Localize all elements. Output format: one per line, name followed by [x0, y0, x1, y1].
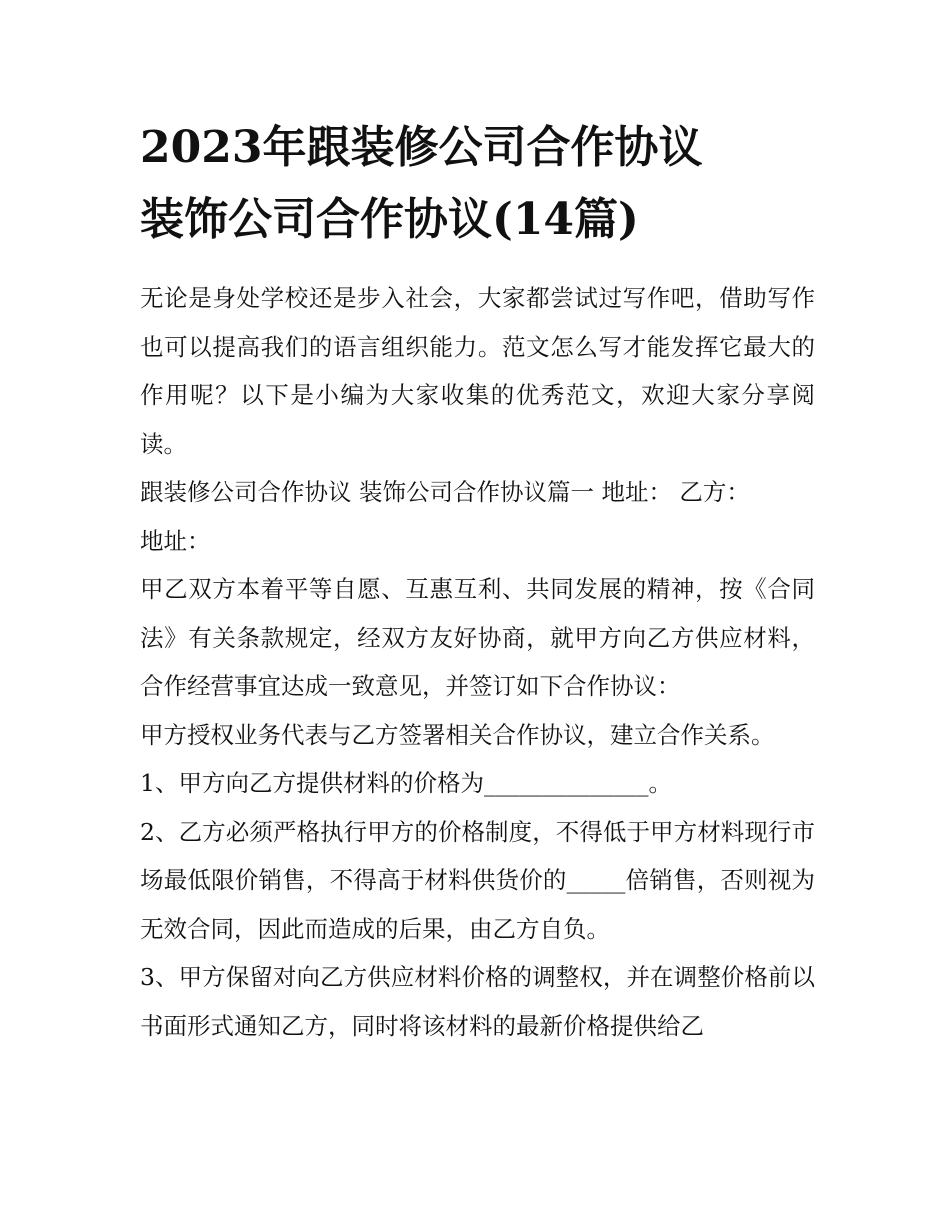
title-line-2: 装饰公司合作协议(14篇) — [140, 194, 639, 245]
intro-paragraph: 无论是身处学校还是步入社会，大家都尝试过写作吧，借助写作也可以提高我们的语言组织能力。范文怎么写才能发挥它最大的作用呢？以下是小编为大家收集的优秀范文，欢迎大家分享阅读。 — [140, 284, 815, 458]
clause-3-price-adjustment: 3、甲方保留对向乙方供应材料价格的调整权，并在调整价格前以书面形式通知乙方，同时将该材料的最新价格提供给乙 — [140, 963, 815, 1040]
title-line-1: 2023年跟装修公司合作协议 — [140, 122, 703, 173]
agreement-preamble: 甲乙双方本着平等自愿、互惠互利、共同发展的精神，按《合同法》有关条款规定，经双方友好协商，就甲方向乙方供应材料，合作经营事宜达成一致意见，并签订如下合作协议： — [140, 575, 815, 700]
address-line: 地址： — [140, 526, 211, 555]
authorization-clause: 甲方授权业务代表与乙方签署相关合作协议，建立合作关系。 — [140, 720, 775, 749]
section-heading-party-b: 跟装修公司合作协议 装饰公司合作协议篇一 地址： 乙方： — [140, 478, 750, 506]
document-title — [140, 112, 815, 256]
document-body — [140, 112, 815, 1050]
clause-2-pricing-policy: 2、乙方必须严格执行甲方的价格制度，不得低于甲方材料现行市场最低限价销售，不得高于材料供货价的_____倍销售，否则视为无效合同，因此而造成的后果，由乙方自负。 — [140, 817, 815, 943]
clause-1-price: 1、甲方向乙方提供材料的价格为______________。 — [140, 769, 672, 797]
